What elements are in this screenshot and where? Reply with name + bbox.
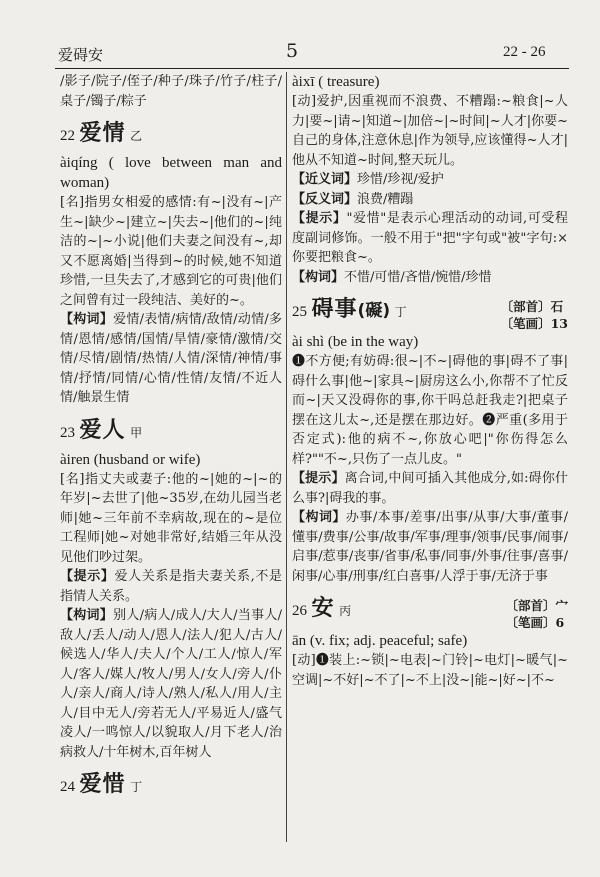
right-column [292, 72, 568, 690]
entry-26-heading [292, 593, 568, 631]
synonyms [292, 170, 568, 190]
strokes: 6 [555, 615, 565, 630]
word-formation-list: 办事/本事/差事/出事/从事/大事/董事/懂事/费事/公事/故事/军事/理事/领事/民事/闹事/启事/惹事/丧事/省事/私事/同事/外事/往事/喜事/闲事/心事/刑事/红白喜事/人浮于事/无济于事 [292, 510, 568, 584]
grade-level: 甲 [130, 425, 143, 440]
pinyin: àiren [60, 451, 90, 468]
entry-24-pinyin-line [292, 72, 568, 92]
strokes: 13 [550, 316, 568, 331]
page-header [0, 0, 600, 68]
pinyin: ān [292, 633, 307, 649]
label: 【反义词】 [292, 191, 358, 207]
compounds-continuation: /影子/院子/侄子/种子/珠子/竹子/柱子/桌子/镯子/粽子 [60, 74, 282, 109]
entry-number: 26 [292, 603, 307, 619]
english-gloss: (v. fix; adj. peaceful; safe) [309, 633, 468, 649]
english-gloss: ( treasure) [318, 74, 380, 90]
headword: 爱惜 [79, 772, 126, 797]
entry-22-heading [60, 118, 282, 153]
usage-note-text: 爱人关系是指夫妻关系,不是指情人关系。 [60, 569, 282, 604]
definition: [动]爱护,因重视而不浪费、不糟蹋:~粮食|~人力|要~|请~|知道~|加倍~|~时间|~人才|你要~自己的身体,注意休息|作为领导,应该懂得~人才|他从不知道~时间,整天玩儿。 [292, 94, 568, 168]
label: 【提示】 [292, 471, 345, 486]
entry-26-pinyin-line [292, 631, 568, 651]
radical-stroke-box [505, 597, 568, 631]
entry-24-heading [60, 769, 282, 804]
grade-level: 丁 [394, 305, 407, 319]
definition: [名]指丈夫或妻子:他的~|她的~|~的年岁|~去世了|他~35岁,在幼儿园当老师|她~三年前不幸病故,现在的~是位工程师|她~对她非常好,结婚三年从没见他们吵过架。 [60, 471, 282, 565]
headword: 安 [311, 596, 335, 621]
page-number: 5 [286, 40, 299, 62]
grade-level: 丁 [130, 780, 143, 794]
grade-level: 丙 [339, 604, 352, 618]
left-column [60, 72, 282, 804]
headword: 碍事 [311, 297, 358, 322]
definition: [动]❶装上:~锁|~电表|~门铃|~电灯|~暖气|~空调|~不好|~不了|~不上|没~|能~|好~|不~ [292, 653, 568, 688]
column-divider [286, 72, 287, 842]
entry-number: 23 [60, 424, 75, 441]
english-gloss: ( love between man and woman) [60, 155, 283, 191]
header-rule [55, 68, 569, 69]
english-gloss: (husband or wife) [93, 451, 201, 468]
label: 【构词】 [292, 510, 346, 525]
label: 【构词】 [60, 312, 114, 327]
definition: ❶不方便;有妨碍:很~|不~|碍他的事|碍不了事|碍什么事|他~|家具~|厨房这么小,你帮不了忙反而~|天又没碍你的事,你干吗总赶我走?|把桌子摆在这儿太~,还是摆在那边好。❷严重(多用于否定式):他的病不~,你放心吧|"你伤得怎么样?""不~,只伤了一点儿皮。" [292, 354, 568, 467]
definition: [名]指男女相爱的感情:有~|没有~|产生~|缺少~|建立~|失去~|他们的~|纯洁的~|~小说|他们夫妻之间没有~,却又不愿离婚|当得到~的时候,她不知道珍惜,一旦失去了,才感到它的可贵|他们之间曾有过一段纯洁、美好的~。 [60, 195, 282, 308]
usage-note [292, 469, 568, 508]
usage-note-text: 离合词,中间可插入其他成分,如:碍你什么事?|碍我的事。 [292, 471, 568, 506]
usage-note [292, 209, 568, 268]
label: 【近义词】 [292, 172, 358, 187]
entry-23-heading [60, 415, 282, 450]
entry-number: 24 [60, 779, 75, 795]
pinyin: ài shì [292, 334, 325, 350]
label: 【构词】 [292, 269, 345, 285]
antonyms-list: 浪费/糟蹋 [357, 191, 414, 207]
entry-number: 25 [292, 304, 307, 320]
label: 【构词】 [60, 608, 114, 623]
word-formation [60, 606, 282, 762]
word-formation [292, 508, 568, 586]
radical: 石 [550, 299, 564, 314]
antonyms [292, 190, 568, 210]
entry-range: 22 - 26 [503, 44, 546, 60]
radical-label: 〔部首〕 [505, 598, 556, 613]
english-gloss: (be in the way) [327, 334, 419, 350]
word-formation-list: 不惜/可惜/吝惜/惋惜/珍惜 [344, 269, 492, 285]
usage-note [60, 567, 282, 606]
word-formation-list: 别人/病人/成人/大人/当事人/敌人/丢人/动人/恩人/法人/犯人/古人/候选人/华人/夫人/个人/工人/惊人/军人/客人/媒人/牧人/男人/女人/旁人/仆人/亲人/商人/诗人/熟人/私人/用人/主人/目中无人/旁若无人/平易近人/盛气凌人/一鸣惊人/以貌取人/月下老人/治病救人/十年树木,百年树人 [60, 608, 282, 760]
grade-level: 乙 [130, 129, 143, 143]
entry-22-pinyin-line [60, 153, 282, 193]
label: 【提示】 [60, 569, 115, 584]
entry-25-pinyin-line [292, 332, 568, 352]
entry-25-heading [292, 294, 568, 332]
word-formation [292, 268, 568, 288]
radical: 宀 [555, 598, 568, 613]
radical-stroke-box [501, 298, 568, 332]
running-head: 爱碍安 [58, 46, 104, 64]
strokes-label: 〔笔画〕 [500, 316, 551, 331]
synonyms-list: 珍惜/珍视/爱护 [357, 172, 444, 187]
entry-number: 22 [60, 128, 75, 144]
usage-note-text: "爱惜"是表示心理活动的动词,可受程度副词修饰。一般不用于"把"字句或"被"字句:×你要把粮食~。 [292, 211, 568, 265]
strokes-label: 〔笔画〕 [505, 615, 556, 630]
word-formation [60, 310, 282, 408]
traditional-form: (礙) [357, 301, 391, 321]
word-formation-list: 爱情/表情/病情/敌情/动情/多情/恩情/感情/国情/旱情/豪情/激情/交情/尽情/剧情/热情/人情/深情/神情/事情/抒情/同情/心情/性情/友情/不近人情/触景生情 [60, 312, 282, 405]
pinyin: àixī [292, 74, 315, 90]
headword: 爱人 [79, 417, 126, 443]
headword: 爱情 [79, 121, 126, 146]
label: 【提示】 [292, 211, 347, 226]
pinyin: àiqíng [60, 155, 98, 171]
entry-23-pinyin-line [60, 450, 282, 470]
radical-label: 〔部首〕 [500, 299, 551, 314]
